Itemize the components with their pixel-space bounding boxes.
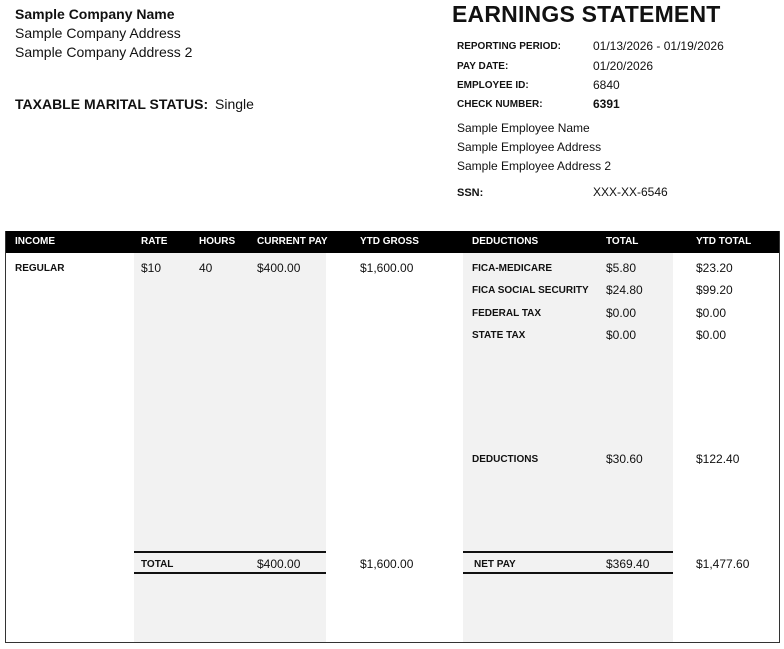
deduction-name: FICA SOCIAL SECURITY: [472, 285, 589, 296]
income-total-current-pay: $400.00: [257, 557, 301, 571]
header-income: INCOME: [15, 236, 55, 247]
deductions-summary-label: DEDUCTIONS: [472, 454, 539, 465]
header-total: TOTAL: [606, 236, 639, 247]
ssn-value: XXX-XX-6546: [593, 185, 668, 199]
deduction-total: $0.00: [606, 306, 637, 320]
header-rate: RATE: [141, 236, 168, 247]
deduction-total: $0.00: [606, 328, 637, 342]
header-hours: HOURS: [199, 236, 236, 247]
employee-id-label: EMPLOYEE ID:: [457, 80, 529, 91]
income-rate: $10: [141, 261, 162, 275]
net-pay-total: $369.40: [606, 557, 650, 571]
net-pay-bottom-rule: [463, 572, 673, 574]
deductions-summary-ytd: $122.40: [696, 452, 740, 466]
company-address-1: Sample Company Address: [15, 25, 181, 41]
income-total-label: TOTAL: [141, 559, 174, 570]
marital-status-label: TAXABLE MARITAL STATUS:: [15, 96, 209, 112]
income-hours: 40: [199, 261, 213, 275]
statement-title: EARNINGS STATEMENT: [452, 1, 721, 27]
income-total-top-rule: [134, 551, 326, 553]
reporting-period-label: REPORTING PERIOD:: [457, 41, 561, 52]
income-current-pay: $400.00: [257, 261, 301, 275]
company-address-2: Sample Company Address 2: [15, 44, 193, 60]
income-type: REGULAR: [15, 263, 65, 274]
employee-address-2: Sample Employee Address 2: [457, 159, 612, 173]
income-pay-column-shade: [134, 253, 326, 642]
income-total-ytd-gross: $1,600.00: [360, 557, 414, 571]
net-pay-label: NET PAY: [474, 559, 516, 570]
deduction-name: STATE TAX: [472, 330, 526, 341]
employee-id-value: 6840: [593, 78, 620, 92]
deduction-ytd: $23.20: [696, 261, 733, 275]
ssn-label: SSN:: [457, 187, 484, 199]
deduction-ytd: $0.00: [696, 328, 727, 342]
pay-date-label: PAY DATE:: [457, 61, 509, 72]
deduction-name: FICA-MEDICARE: [472, 263, 552, 274]
deductions-summary-total: $30.60: [606, 452, 643, 466]
net-pay-ytd: $1,477.60: [696, 557, 750, 571]
deduction-ytd: $0.00: [696, 306, 727, 320]
employee-name: Sample Employee Name: [457, 121, 590, 135]
header-current-pay: CURRENT PAY: [257, 236, 328, 247]
income-ytd-gross: $1,600.00: [360, 261, 414, 275]
marital-status-value: Single: [215, 96, 254, 112]
pay-date-value: 01/20/2026: [593, 59, 654, 73]
deduction-total: $24.80: [606, 283, 643, 297]
header-ytd-gross: YTD GROSS: [360, 236, 419, 247]
employee-address-1: Sample Employee Address: [457, 140, 602, 154]
header-ytd-total: YTD TOTAL: [696, 236, 752, 247]
header-deductions: DEDUCTIONS: [472, 236, 539, 247]
income-total-bottom-rule: [134, 572, 326, 574]
deduction-ytd: $99.20: [696, 283, 733, 297]
reporting-period-value: 01/13/2026 - 01/19/2026: [593, 39, 724, 53]
net-pay-top-rule: [463, 551, 673, 553]
company-name: Sample Company Name: [15, 6, 175, 22]
deduction-name: FEDERAL TAX: [472, 308, 542, 319]
check-number-label: CHECK NUMBER:: [457, 99, 543, 110]
check-number-value: 6391: [593, 97, 620, 111]
deduction-total: $5.80: [606, 261, 637, 275]
